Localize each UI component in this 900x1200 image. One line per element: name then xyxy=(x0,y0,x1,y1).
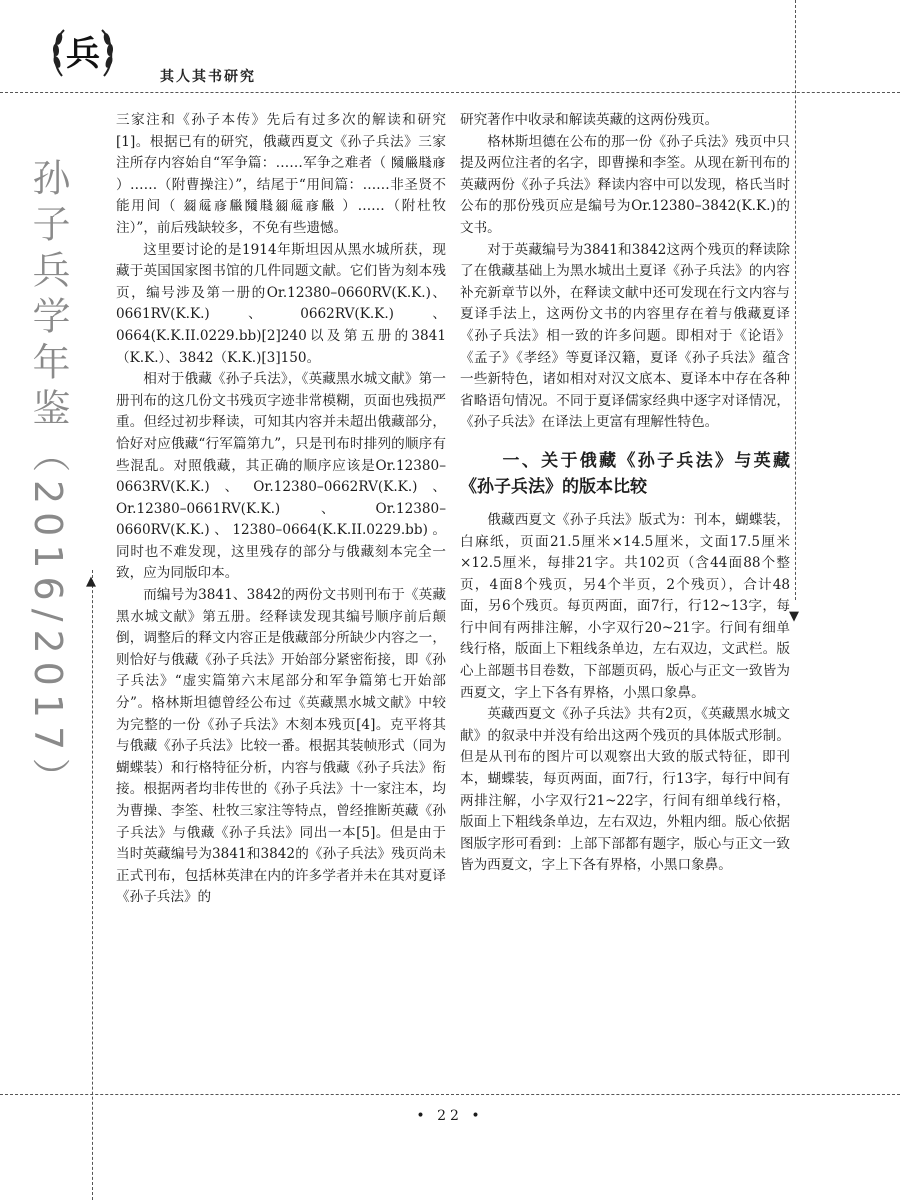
paragraph: 对于英藏编号为3841和3842这两个残页的释读除了在俄藏基础上为黑水城出土夏译《孙子兵法》的内容补充新章节以外，在释读文献中还可发现在行文内容与夏译手法上，这两份文书的内容里存在着与俄藏夏译《孙子兵法》相一致的许多问题。即相对于《论语》《孟子》《孝经》等夏译汉籍，夏译《孙子兵法》蕴含一些新特色，诸如相对对汉文底本、夏译本中存在各种省略语句情况。不同于夏译儒家经典中逐字对译情况，《孙子兵法》在译法上更富有理解性特色。 xyxy=(460,241,790,431)
journal-logo xyxy=(48,18,118,88)
right-margin-arrow: ▼ xyxy=(789,609,799,624)
journal-side-title: 孙子兵学年鉴（2016/2017） xyxy=(26,158,70,805)
left-text-column xyxy=(116,110,446,909)
section-heading: 一、关于俄藏《孙子兵法》与英藏《孙子兵法》的版本比较 xyxy=(460,450,790,497)
footer-rule xyxy=(0,1094,900,1095)
paragraph: 而编号为3841、3842的两份文书则刊布于《英藏黑水城文献》第五册。经释读发现其编号顺序前后颠倒，调整后的释文内容正是俄藏部分所缺少内容之一，则恰好与俄藏《孙子兵法》开始部分紧密衔接，即《孙子兵法》“虚实篇第六末尾部分和军争篇第七开始部分”。格林斯坦德曾经公布过《英藏黑水城文献》中较为完整的一份《孙子兵法》木刻本残页[4]。克平将其与俄藏《孙子兵法》比较一番。根据其装帧形式（同为蝴蝶装）和行格特征分析，内容与俄藏《孙子兵法》衔接。根据两者均非传世的《孙子兵法》十一家注本，均为曹操、李筌、杜牧三家注等特点，曾经推断英藏《孙子兵法》与俄藏《孙子兵法》同出一本[5]。但是由于当时英藏编号为3841和3842的《孙子兵法》残页尚未正式刊布，包括林英津在内的许多学者并未在其对夏译《孙子兵法》的 xyxy=(116,587,446,906)
left-guide-line xyxy=(92,570,93,1200)
logo-glyph: 兵 xyxy=(66,34,100,74)
paragraph: 格林斯坦德在公布的那一份《孙子兵法》残页中只提及两位注者的名字，即曹操和李筌。从现在新刊布的英藏两份《孙子兵法》释读内容中可以发现，格氏当时公布的那份残页应是编号为Or.12380–3842(K.K.)的文书。 xyxy=(460,133,790,236)
paragraph: 相对于俄藏《孙子兵法》，《英藏黑水城文献》第一册刊布的这几份文书残页字迹非常模糊，页面也残损严重。但经过初步释读，可知其内容并未超出俄藏部分，恰好对应俄藏“行军篇第九”，只是刊布时排列的顺序有些混乱。对照俄藏，其正确的顺序应该是Or.12380–0663RV(K.K.)、Or.12380–0662RV(K.K.)、Or.12380–0661RV(K.K.)、Or.12380–0660RV(K.K.)、12380–0664(K.K.II.0229.bb)。同时也不难发现，这里残存的部分与俄藏刻本完全一致，应为同版印本。 xyxy=(116,371,446,582)
page-number: • 22 • xyxy=(416,1108,484,1124)
paragraph: 英藏西夏文《孙子兵法》共有2页，《英藏黑水城文献》的叙录中并没有给出这两个残页的具体版式形制。但是从刊布的图片可以观察出大致的版式特征，即刊本，蝴蝶装，每页两面，面7行，行13字，每行中间有两排注解，小字双行21~22字，行间有细单线行格，版面上下粗线条单边，左右双边，外粗内细。版心依据图版字形可看到：上部下部都有题字，版心与正文一致皆为西夏文，字上下各有界格，小黑口象鼻。 xyxy=(460,706,790,874)
header-rule xyxy=(0,92,900,93)
right-text-column xyxy=(460,110,790,877)
paragraph: 俄藏西夏文《孙子兵法》版式为：刊本，蝴蝶装，白麻纸，页面21.5厘米×14.5厘米，文面17.5厘米×12.5厘米，每排21字。共102页（含44面88个整页，4面8个残页，另4个半页，2个残页），合计48面，另6个残页。每页两面，面7行，行12~13字，每行中间有两排注解，小字双行20~21字。行间有细单线行格，版面上下粗线条单边，左右双边，文武栏。版心上部题书目卷数，下部题页码，版心与正文一致皆为西夏文，字上下各有界格，小黑口象鼻。 xyxy=(460,511,790,701)
running-head: 其人其书研究 xyxy=(160,69,256,85)
left-margin-arrow: ▲ xyxy=(86,574,96,589)
paragraph: 研究著作中收录和解读英藏的这两份残页。 xyxy=(460,112,719,128)
paragraph: 这里要讨论的是1914年斯坦因从黑水城所获，现藏于英国国家图书馆的几件同题文献。它们皆为刻本残页，编号涉及第一册的Or.12380–0660RV(K.K.)、0661RV(K.K.)、0662RV(K.K.)、0664(K.K.II.0229.bb)[2]240以及第五册的3841（K.K.）、3842（K.K.)[3]150。 xyxy=(116,241,446,366)
paragraph: 三家注和《孙子本传》先后有过多次的解读和研究[1]。根据已有的研究，俄藏西夏文《孙子兵法》三家注所存内容始自“军争篇：……军争之难者（ 𗂧𗆐𗹦𗇋 ）……（附曹操注）”，结尾于“用间篇：……非圣贤不能用间（ 𗥃𗏁𗇋𗆐𗂧𗹦𗥃𗏁𗇋𗆐 ）……（附杜牧注）”，前后残缺较多，不免有些遗憾。 xyxy=(116,112,446,236)
right-guide-line xyxy=(795,0,796,600)
